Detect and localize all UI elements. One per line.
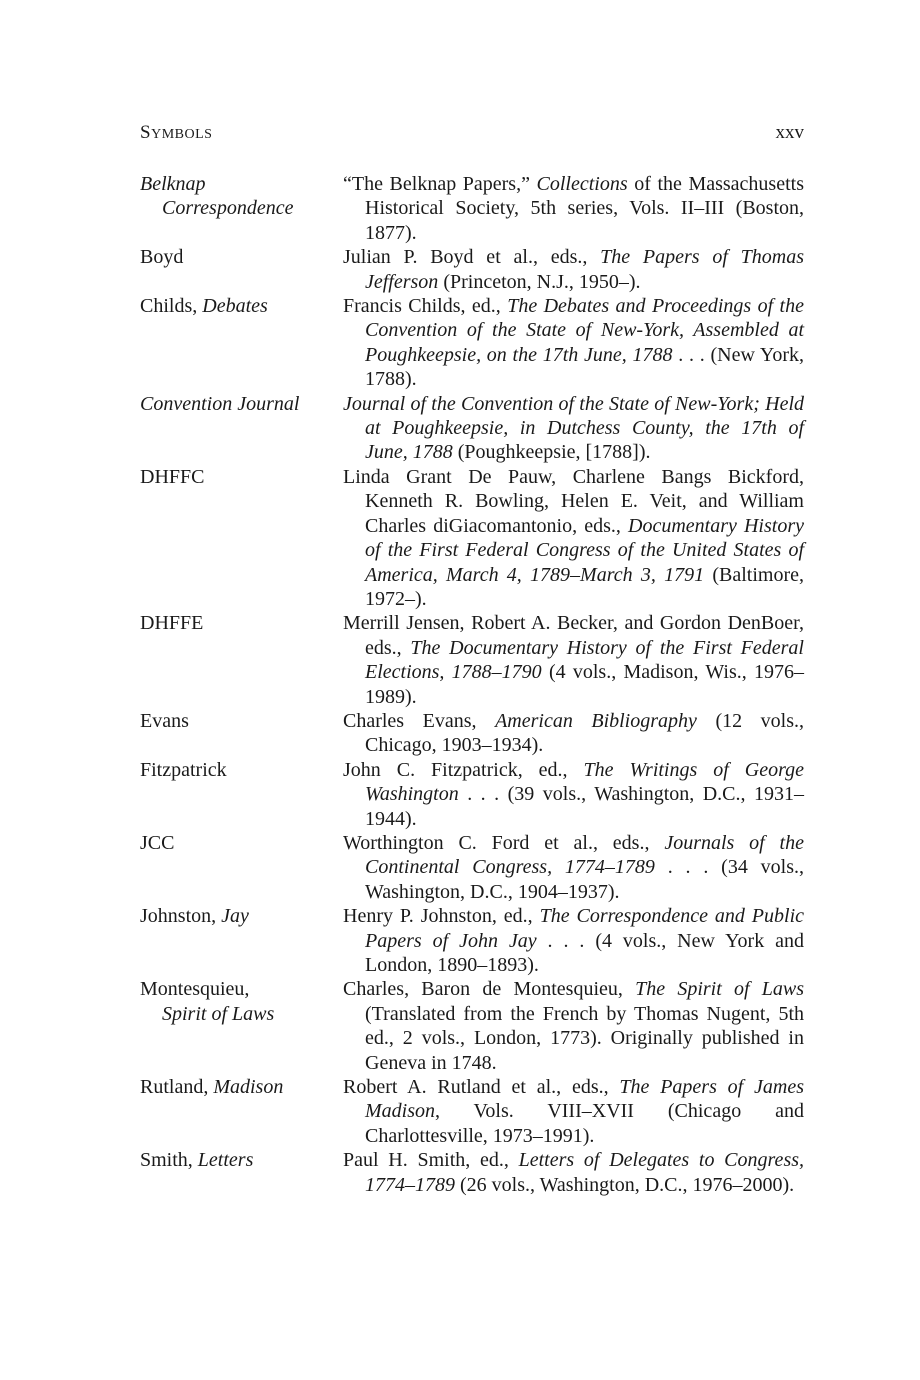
symbol-abbreviation: [140, 1075, 343, 1148]
citation-text: Letters of Delegates to Congress, 1774–1789: [365, 1149, 805, 1196]
section-title-rest: YMBOLS: [151, 127, 213, 142]
citation-text: The Papers of James Madison: [365, 1076, 804, 1123]
abbreviation-text: Letters: [197, 1149, 254, 1172]
citation-text: (4 vols., Madison, Wis., 1976–1989).: [365, 661, 804, 708]
abbreviation-text: Rutland,: [140, 1076, 214, 1099]
abbreviation-text: Jay: [221, 905, 249, 928]
abbreviation-text: DHFFE: [140, 612, 204, 635]
citation-text: The Papers of Thomas Jefferson: [365, 246, 804, 293]
symbol-citation: [343, 977, 804, 1075]
citation-text: American Bibliography: [495, 709, 697, 732]
symbol-abbreviation: [140, 1148, 343, 1197]
abbreviation-text: Correspondence: [162, 197, 294, 220]
symbol-citation: [343, 831, 804, 904]
symbol-entry: [140, 1148, 804, 1197]
running-head: [140, 122, 804, 150]
symbol-citation: [343, 392, 804, 465]
citation-text: (12 vols., Chicago, 1903–1934).: [365, 709, 804, 757]
citation-text: . . . (4 vols., New York and London, 1890–1893).: [365, 929, 804, 976]
citation-text: (Poughkeepsie, [1788]).: [452, 441, 651, 464]
symbol-entry: [140, 294, 804, 392]
citation-text: . . . (34 vols., Washington, D.C., 1904–1937).: [365, 856, 804, 903]
symbol-abbreviation: [140, 709, 343, 758]
citation-text: Charles, Baron de Montesquieu,: [343, 978, 636, 1001]
symbol-entry: [140, 245, 804, 294]
symbol-citation: [343, 1075, 804, 1148]
abbreviation-text: Johnston,: [140, 905, 222, 928]
citation-text: Journals of the Continental Congress, 1774–1789: [365, 831, 804, 879]
abbreviation-text: Fitzpatrick: [140, 758, 227, 781]
symbol-entry: [140, 392, 804, 465]
citation-text: John C. Fitzpatrick, ed.,: [343, 758, 584, 781]
abbreviation-text: Evans: [140, 709, 189, 732]
abbreviation-text: Childs,: [140, 295, 203, 318]
abbreviation-text: Spirit of Laws: [162, 1002, 275, 1025]
citation-text: Henry P. Johnston, ed.,: [343, 905, 540, 928]
citation-text: Collections: [536, 173, 628, 195]
citation-text: Charles Evans,: [343, 709, 496, 732]
citation-text: , Vols. VIII–XVII (Chicago and Charlottesville, 1973–1991).: [365, 1100, 804, 1147]
symbol-abbreviation: [140, 904, 343, 977]
symbol-entry: [140, 904, 804, 977]
citation-text: “The Belknap Papers,”: [343, 173, 537, 195]
symbol-entry: [140, 465, 804, 611]
citation-text: Julian P. Boyd et al., eds.,: [343, 246, 601, 269]
symbol-entry: [140, 977, 804, 1075]
symbol-abbreviation: [140, 392, 343, 465]
citation-text: The Spirit of Laws: [635, 978, 805, 1001]
abbreviation-text: Madison: [213, 1076, 284, 1099]
symbol-entry: [140, 831, 804, 904]
citation-text: (Princeton, N.J., 1950–).: [438, 270, 641, 293]
symbol-citation: [343, 172, 804, 245]
citation-text: Worthington C. Ford et al., eds.,: [343, 831, 665, 854]
symbol-abbreviation: [140, 831, 343, 904]
symbol-abbreviation: [140, 758, 343, 831]
citation-text: The Debates and Proceedings of the Convention of the State of New-York, Assembled at Poughkeepsie, on the 17th June, 1788: [365, 295, 804, 366]
citation-text: (Translated from the French by Thomas Nugent, 5th ed., 2 vols., London, 1773). Originally published in Geneva in 1748.: [365, 1002, 804, 1074]
citation-text: Documentary History of the First Federal Congress of the United States of America, March 4, 1789–March 3, 1791: [365, 514, 804, 586]
abbreviation-continuation: [140, 196, 343, 220]
citation-text: Paul H. Smith, ed.,: [343, 1149, 519, 1172]
abbreviation-text: Smith,: [140, 1149, 198, 1172]
symbol-abbreviation: [140, 294, 343, 392]
citation-text: Robert A. Rutland et al., eds.,: [343, 1076, 620, 1099]
symbol-abbreviation: [140, 172, 343, 245]
abbreviation-text: Convention Journal: [140, 392, 300, 415]
symbols-list: [140, 172, 804, 1197]
citation-text: The Documentary History of the First Federal Elections, 1788–1790: [365, 636, 804, 684]
symbol-abbreviation: [140, 977, 343, 1075]
symbol-citation: [343, 245, 804, 294]
citation-text: Linda Grant De Pauw, Charlene Bangs Bickford, Kenneth R. Bowling, Helen E. Veit, and William Charles diGiacomantonio, eds.,: [343, 465, 804, 537]
citation-text: The Writings of George Washington: [365, 758, 805, 806]
symbol-citation: [343, 611, 804, 709]
symbol-entry: [140, 1075, 804, 1148]
citation-text: . . . (New York, 1788).: [365, 343, 804, 391]
abbreviation-text: JCC: [140, 831, 175, 854]
citation-text: (26 vols., Washington, D.C., 1976–2000).: [455, 1173, 795, 1196]
symbol-abbreviation: [140, 245, 343, 294]
citation-text: . . . (39 vols., Washington, D.C., 1931–1944).: [365, 783, 804, 830]
symbol-entry: [140, 611, 804, 709]
symbol-abbreviation: [140, 465, 343, 611]
symbol-citation: [343, 709, 804, 758]
abbreviation-continuation: [140, 1002, 343, 1026]
abbreviation-text: Boyd: [140, 246, 184, 269]
symbol-entry: [140, 172, 804, 245]
symbol-abbreviation: [140, 611, 343, 709]
citation-text: Francis Childs, ed.,: [343, 295, 508, 318]
symbol-entry: [140, 758, 804, 831]
symbol-citation: [343, 1148, 804, 1197]
abbreviation-text: Debates: [202, 295, 268, 318]
citation-text: (Baltimore, 1972–).: [365, 563, 804, 610]
citation-text: The Correspondence and Public Papers of John Jay: [365, 905, 804, 952]
abbreviation-text: Montesquieu,: [140, 978, 250, 1001]
citation-text: Journal of the Convention of the State of New-York; Held at Poughkeepsie, in Dutchess County, the 17th of June, 1788: [343, 392, 804, 464]
abbreviation-text: DHFFC: [140, 465, 205, 488]
symbol-citation: [343, 904, 804, 977]
section-title-initial: S: [140, 122, 152, 143]
citation-text: of the Massachusetts Historical Society, 5th series, Vols. II–III (Boston, 1877).: [365, 173, 804, 244]
symbol-citation: [343, 465, 804, 611]
symbol-citation: [343, 294, 804, 392]
section-title: [140, 122, 212, 144]
symbol-entry: [140, 709, 804, 758]
abbreviation-text: Belknap: [140, 173, 206, 195]
symbol-citation: [343, 758, 804, 831]
citation-text: Merrill Jensen, Robert A. Becker, and Gordon DenBoer, eds.,: [343, 612, 804, 659]
page-number: xxv: [775, 122, 804, 143]
